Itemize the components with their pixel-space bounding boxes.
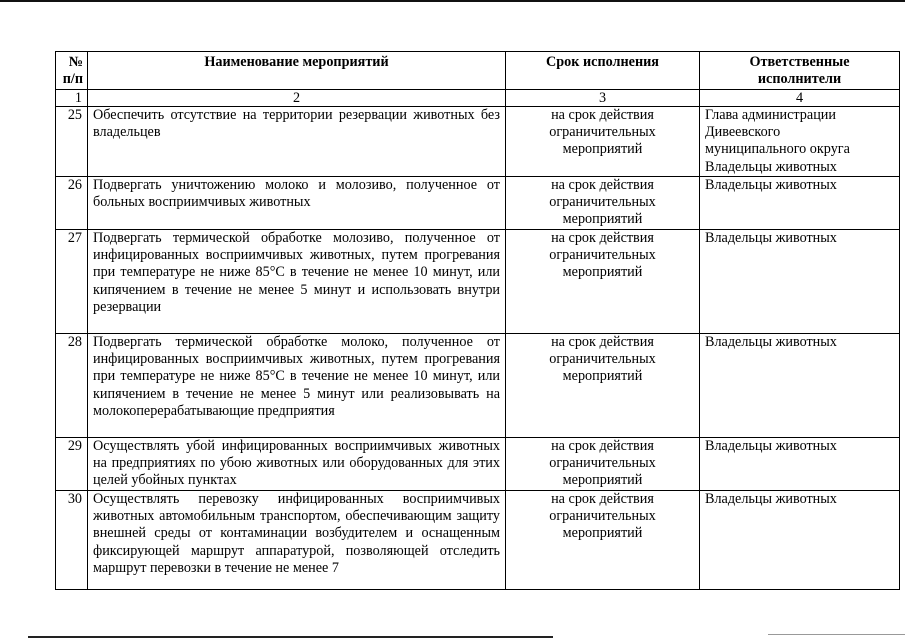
row-name: Обеспечить отсутствие на территории резервации животных без владельцев [88,107,506,177]
row-resp: Глава администрации Дивеевского муниципального округа Владельцы животных [700,107,900,177]
index-cell: 3 [506,90,700,107]
row-term: на срок действия ограничительных мероприятий [506,334,700,438]
header-num: № п/п [56,52,88,90]
row-name [88,491,506,590]
row-num: 27 [56,230,88,334]
row-resp: Владельцы животных [700,230,900,334]
row-num: 30 [56,491,88,590]
row-name: Подвергать уничтожению молоко и молозиво, полученное от больных восприимчивых животных [88,177,506,230]
row-name: Осуществлять убой инфицированных восприимчивых животных на предприятиях по убою животных или оборудованных для этих целей убойных пунктах [88,438,506,491]
row-resp: Владельцы животных [700,334,900,438]
row-term: на срок действия ограничительных мероприятий [506,177,700,230]
header-row [56,52,900,90]
table-row [56,438,900,491]
row-num: 26 [56,177,88,230]
row-term: на срок действия ограничительных мероприятий [506,107,700,177]
header-name: Наименование мероприятий [88,52,506,90]
index-row [56,90,900,107]
header-resp: Ответственные исполнители [700,52,900,90]
row-num: 29 [56,438,88,491]
row-term: на срок действия ограничительных мероприятий [506,438,700,491]
table-row [56,230,900,334]
index-cell: 4 [700,90,900,107]
table-row [56,107,900,177]
index-cell: 1 [56,90,88,107]
row-num: 25 [56,107,88,177]
row-term: на срок действия ограничительных мероприятий [506,491,700,590]
table-row [56,177,900,230]
scan-edge-top [0,0,905,2]
table-row [56,334,900,438]
row-resp: Владельцы животных [700,491,900,590]
row-name-text: Осуществлять перевозку инфицированных восприимчивых животных автомобильным транспортом, обеспечивающим защиту внешней среды от контаминации возбудителем и оснащенным фиксирующей маршрут аппаратурой, позволяющей отследить маршрут перевозки в течение не менее 7 [93,491,500,576]
row-term: на срок действия ограничительных мероприятий [506,230,700,334]
header-term: Срок исполнения [506,52,700,90]
measures-table [55,51,900,590]
index-cell: 2 [88,90,506,107]
scan-edge-bottom [28,636,553,638]
row-name: Подвергать термической обработке молозиво, полученное от инфицированных восприимчивых животных, путем прогревания при температуре не ниже 85°С в течение не менее 10 минут, или кипячением в течение не менее 5 минут и использовать внутри резервации [88,230,506,334]
table-row [56,491,900,590]
row-num: 28 [56,334,88,438]
scan-edge-bottom-right [768,634,905,635]
row-resp: Владельцы животных [700,438,900,491]
row-name: Подвергать термической обработке молоко, полученное от инфицированных восприимчивых животных, путем прогревания при температуре не ниже 85°С в течение не менее 10 минут, или кипячением в течение не менее 5 минут или реализовывать на молокоперерабатывающие предприятия [88,334,506,438]
row-resp: Владельцы животных [700,177,900,230]
